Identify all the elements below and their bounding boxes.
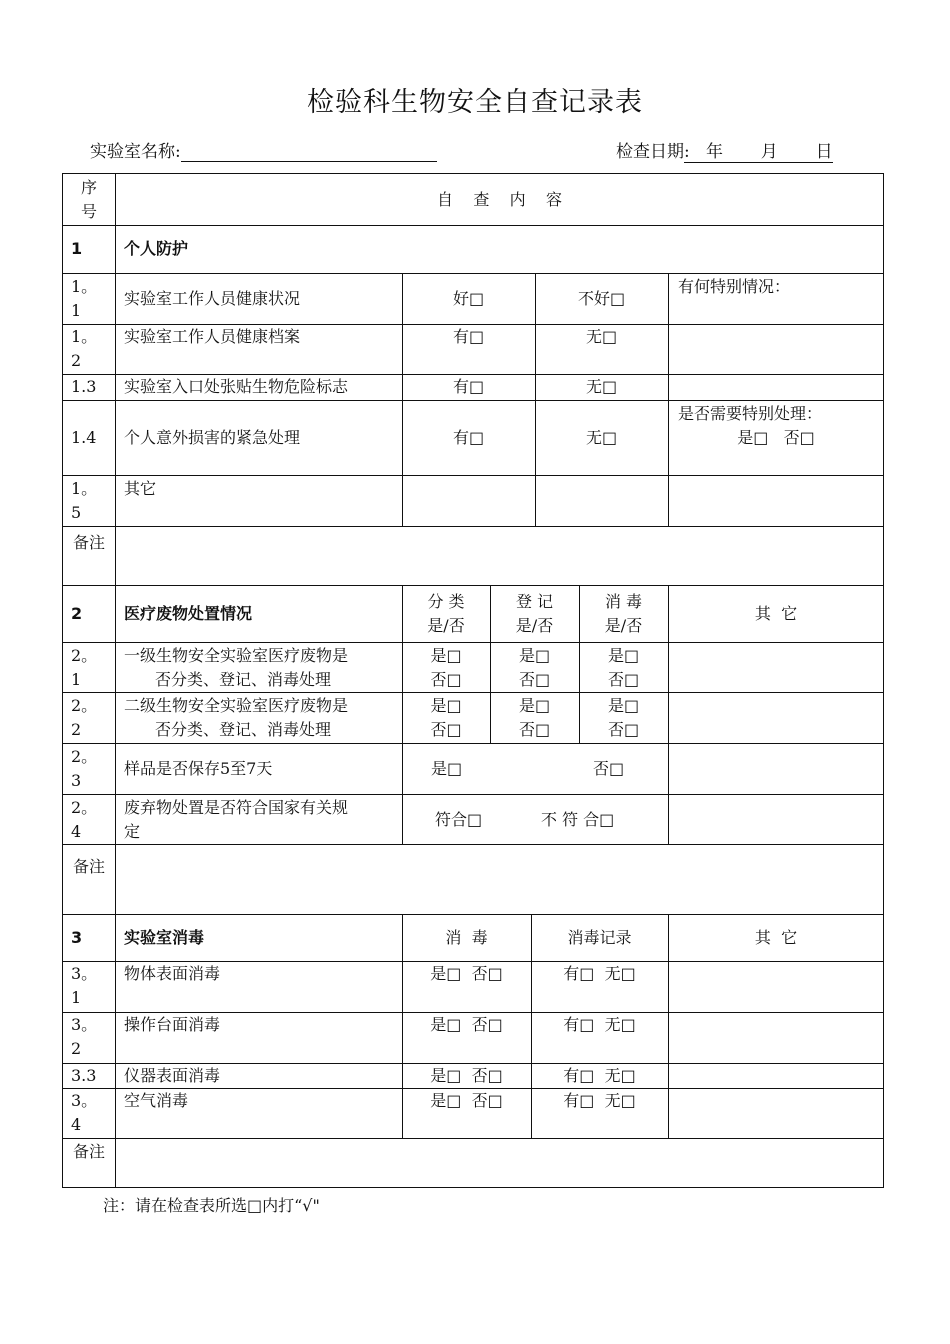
section3-number: 3: [71, 928, 83, 947]
section2-number: 2: [71, 604, 83, 623]
row-1-5-item: 其它: [124, 479, 157, 498]
checklist-table: [62, 173, 884, 1188]
row-1-2-option-no[interactable]: 无□: [585, 327, 618, 346]
section1-remark-label: 备注: [73, 533, 106, 552]
row-2-4-item-line1: 废弃物处置是否符合国家有关规: [124, 798, 349, 817]
row-3-1-record-options[interactable]: 有□ 无□: [563, 964, 636, 983]
row-3-3-record-options[interactable]: 有□ 无□: [563, 1066, 636, 1085]
section2-remark-label: 备注: [73, 857, 106, 876]
year-label: 年: [705, 142, 723, 162]
row-2-3-number: 2。3: [71, 747, 98, 790]
row-1-2-number: 1。2: [71, 327, 98, 370]
disinfect-yesno-header: 是/否: [604, 616, 643, 635]
row-1-4-number: 1.4: [71, 428, 97, 447]
row-3-2-item: 操作台面消毒: [124, 1015, 221, 1034]
register-yesno-header: 是/否: [515, 616, 554, 635]
row-3-1-number: 3。1: [71, 964, 98, 1007]
row-3-3-number: 3.3: [71, 1066, 97, 1085]
row-2-2-disinfect-no[interactable]: 否□: [607, 720, 640, 739]
classify-header: 分 类: [427, 592, 465, 611]
row-1-1-item: 实验室工作人员健康状况: [124, 289, 301, 308]
section1-title: 个人防护: [124, 239, 189, 258]
row-1-1-option-bad[interactable]: 不好□: [577, 289, 626, 308]
row-2-2-item-line1: 二级生物安全实验室医疗废物是: [124, 696, 349, 715]
row-1-3-option-no[interactable]: 无□: [585, 377, 618, 396]
row-2-4-option-noncompliant[interactable]: 不 符 合□: [541, 810, 615, 829]
row-1-2-option-yes[interactable]: 有□: [452, 327, 485, 346]
check-date-field: [616, 137, 833, 162]
row-1-5-number: 1。5: [71, 479, 98, 522]
check-date-blank[interactable]: : 年 月 日: [684, 142, 833, 162]
row-3-3-item: 仪器表面消毒: [124, 1066, 221, 1085]
row-2-1-disinfect-no[interactable]: 否□: [607, 670, 640, 689]
section3-other-header: 其 它: [754, 928, 798, 947]
row-3-1-disinfect-options[interactable]: 是□ 否□: [430, 964, 503, 983]
row-2-1-item-line1: 一级生物安全实验室医疗废物是: [124, 646, 349, 665]
row-3-2-disinfect-options[interactable]: 是□ 否□: [430, 1015, 503, 1034]
section3-record-header: 消毒记录: [567, 928, 632, 947]
lab-name-blank[interactable]: [181, 143, 437, 162]
row-2-1-classify-yes[interactable]: 是□: [430, 646, 462, 665]
row-2-3-option-yes[interactable]: 是□: [431, 759, 463, 778]
row-1-4-option-yes[interactable]: 有□: [452, 428, 485, 447]
row-2-1-disinfect-yes[interactable]: 是□: [607, 646, 640, 665]
row-2-1-register-yes[interactable]: 是□: [518, 646, 551, 665]
row-2-3-option-no[interactable]: 否□: [593, 759, 625, 778]
month-label: 月: [760, 142, 778, 162]
row-1-4-option-no[interactable]: 无□: [585, 428, 618, 447]
row-1-3-number: 1.3: [71, 377, 97, 396]
lab-name-field: [90, 137, 437, 162]
check-date-label: 检查日期: [616, 142, 684, 162]
content-header: 自 查 内 容: [436, 190, 563, 209]
row-2-2-number: 2。2: [71, 696, 98, 739]
row-3-1-item: 物体表面消毒: [124, 964, 221, 983]
seq-header: 序号: [80, 178, 97, 221]
row-3-4-disinfect-options[interactable]: 是□ 否□: [430, 1091, 503, 1110]
row-2-2-classify-no[interactable]: 否□: [430, 720, 462, 739]
special-handle-label: 是否需要特别处理：: [678, 404, 823, 423]
row-3-4-item: 空气消毒: [124, 1091, 189, 1110]
page-title: 检验科生物安全自查记录表: [307, 87, 643, 118]
section1-number: 1: [71, 239, 83, 258]
row-2-1-number: 2。1: [71, 646, 98, 689]
special-note-label: 有何特别情况：: [678, 277, 791, 296]
row-1-1-number: 1。1: [71, 277, 98, 320]
row-3-2-record-options[interactable]: 有□ 无□: [563, 1015, 636, 1034]
lab-name-label: 实验室名称:: [90, 142, 181, 162]
row-2-1-item-line2: 否分类、登记、消毒处理: [155, 670, 332, 689]
disinfect-header: 消 毒: [604, 592, 643, 611]
row-1-3-item: 实验室入口处张贴生物危险标志: [124, 377, 349, 396]
row-1-1-option-good[interactable]: 好□: [452, 289, 485, 308]
footnote: 注：请在检查表所选□内打“√": [103, 1196, 320, 1215]
register-header: 登 记: [515, 592, 554, 611]
row-3-4-number: 3。4: [71, 1091, 98, 1134]
section2-other-header: 其 它: [754, 604, 798, 623]
row-2-3-item: 样品是否保存5至7天: [124, 759, 273, 778]
special-handle-options[interactable]: 是□ 否□: [737, 428, 815, 447]
classify-yesno-header: 是/否: [427, 616, 465, 635]
row-2-2-item-line2: 否分类、登记、消毒处理: [155, 720, 332, 739]
section3-title: 实验室消毒: [124, 928, 205, 947]
row-1-3-option-yes[interactable]: 有□: [452, 377, 485, 396]
row-1-2-item: 实验室工作人员健康档案: [124, 327, 301, 346]
row-2-2-register-no[interactable]: 否□: [518, 720, 551, 739]
row-2-4-item-line2: 定: [124, 822, 141, 841]
row-2-2-register-yes[interactable]: 是□: [518, 696, 551, 715]
row-1-4-item: 个人意外损害的紧急处理: [124, 428, 301, 447]
row-2-1-classify-no[interactable]: 否□: [430, 670, 462, 689]
row-2-2-disinfect-yes[interactable]: 是□: [607, 696, 640, 715]
day-label: 日: [815, 142, 833, 162]
row-2-4-option-compliant[interactable]: 符合□: [435, 810, 483, 829]
section3-remark-label: 备注: [73, 1142, 106, 1161]
row-3-2-number: 3。2: [71, 1015, 98, 1058]
section3-disinfect-header: 消 毒: [445, 928, 488, 947]
row-2-4-number: 2。4: [71, 798, 98, 841]
row-2-1-register-no[interactable]: 否□: [518, 670, 551, 689]
section2-title: 医疗废物处置情况: [124, 604, 253, 623]
row-2-2-classify-yes[interactable]: 是□: [430, 696, 462, 715]
row-3-3-disinfect-options[interactable]: 是□ 否□: [430, 1066, 503, 1085]
row-3-4-record-options[interactable]: 有□ 无□: [563, 1091, 636, 1110]
